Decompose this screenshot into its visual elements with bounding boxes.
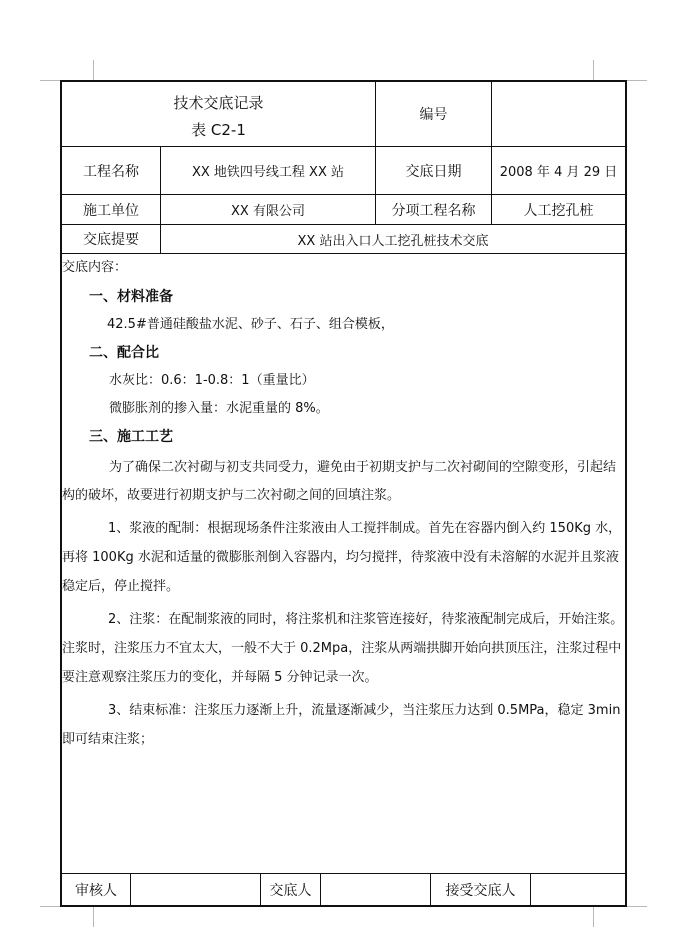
reviewer-signature-field[interactable]	[131, 874, 260, 906]
document-title: 技术交底记录	[173, 93, 264, 112]
section-heading-mix-ratio: 二、配合比	[89, 345, 159, 361]
process-intro: 为了确保二次衬砌与初支共同受力，避免由于初期支护与二次衬砌间的空隙变形，引起结构的破坏，故要进行初期支护与二次衬砌之间的回填注浆。	[62, 460, 617, 503]
crop-mark-top-left-h	[40, 80, 60, 81]
process-step-grout-mixing: 1、浆液的配制：根据现场条件注浆液由人工搅拌制成。首先在容器内倒入约 150Kg 水，再将 100Kg 水泥和适量的微膨胀剂倒入容器内，均匀搅拌，待浆液中没有未溶解的水泥并且浆液稳定后，停止搅拌。	[62, 521, 622, 594]
crop-mark-bottom-right-h	[627, 906, 647, 907]
project-name-value[interactable]: XX 地铁四号线工程 XX 站	[191, 165, 345, 180]
reviewer-label: 审核人	[75, 883, 117, 899]
disclosure-content	[62, 255, 624, 754]
materials-text: 42.5#普通硅酸盐水泥、砂子、石子、组合模板，	[107, 317, 394, 332]
content-label: 交底内容：	[62, 260, 128, 275]
receiver-label: 接受交底人	[445, 883, 516, 899]
crop-mark-bottom-right-v	[593, 907, 594, 927]
crop-mark-bottom-left-h	[40, 906, 60, 907]
process-step-grouting: 2、注浆：在配制浆液的同时，将注浆机和注浆管连接好，待浆液配制完成后，开始注浆。注浆时，注浆压力不宜太大，一般不大于 0.2Mpa，注浆从两端拱脚开始向拱顶压注，注浆过程中要注意观察注浆压力的变化，并每隔 5 分钟记录一次。	[62, 612, 624, 685]
crop-mark-top-right-v	[593, 60, 594, 80]
number-label: 编号	[419, 107, 448, 123]
crop-mark-top-left-v	[93, 60, 94, 80]
discloser-signature-field[interactable]	[321, 874, 430, 906]
subproject-label: 分项工程名称	[391, 202, 476, 219]
summary-label: 交底提要	[83, 232, 139, 248]
receiver-signature-field[interactable]	[531, 874, 625, 906]
summary-value[interactable]: XX 站出入口人工挖孔桩技术交底	[297, 233, 489, 249]
admixture-text: 微膨胀剂的掺入量：水泥重量的 8%。	[109, 401, 329, 416]
subproject-value[interactable]: 人工挖孔桩	[523, 202, 594, 219]
section-heading-materials: 一、材料准备	[89, 289, 173, 305]
number-field[interactable]	[492, 82, 625, 146]
process-step-end-criteria: 3、结束标准：注浆压力逐渐上升，流量逐渐减少，当注浆压力达到 0.5MPa，稳定 3min 即可结束注浆；	[62, 703, 621, 747]
project-name-label: 工程名称	[83, 163, 139, 180]
contractor-label: 施工单位	[83, 202, 139, 219]
form-number: 表 C2-1	[191, 120, 246, 139]
section-heading-process: 三、施工工艺	[89, 429, 173, 445]
discloser-label: 交底人	[269, 883, 312, 899]
contractor-value[interactable]: XX 有限公司	[231, 204, 305, 219]
crop-mark-bottom-left-v	[93, 907, 94, 927]
date-value[interactable]: 2008 年 4 月 29 日	[499, 165, 618, 180]
crop-mark-top-right-h	[627, 80, 647, 81]
grid-line	[60, 253, 627, 254]
date-label: 交底日期	[405, 163, 462, 180]
mix-ratio-text: 水灰比：0.6：1-0.8：1（重量比）	[109, 373, 315, 388]
